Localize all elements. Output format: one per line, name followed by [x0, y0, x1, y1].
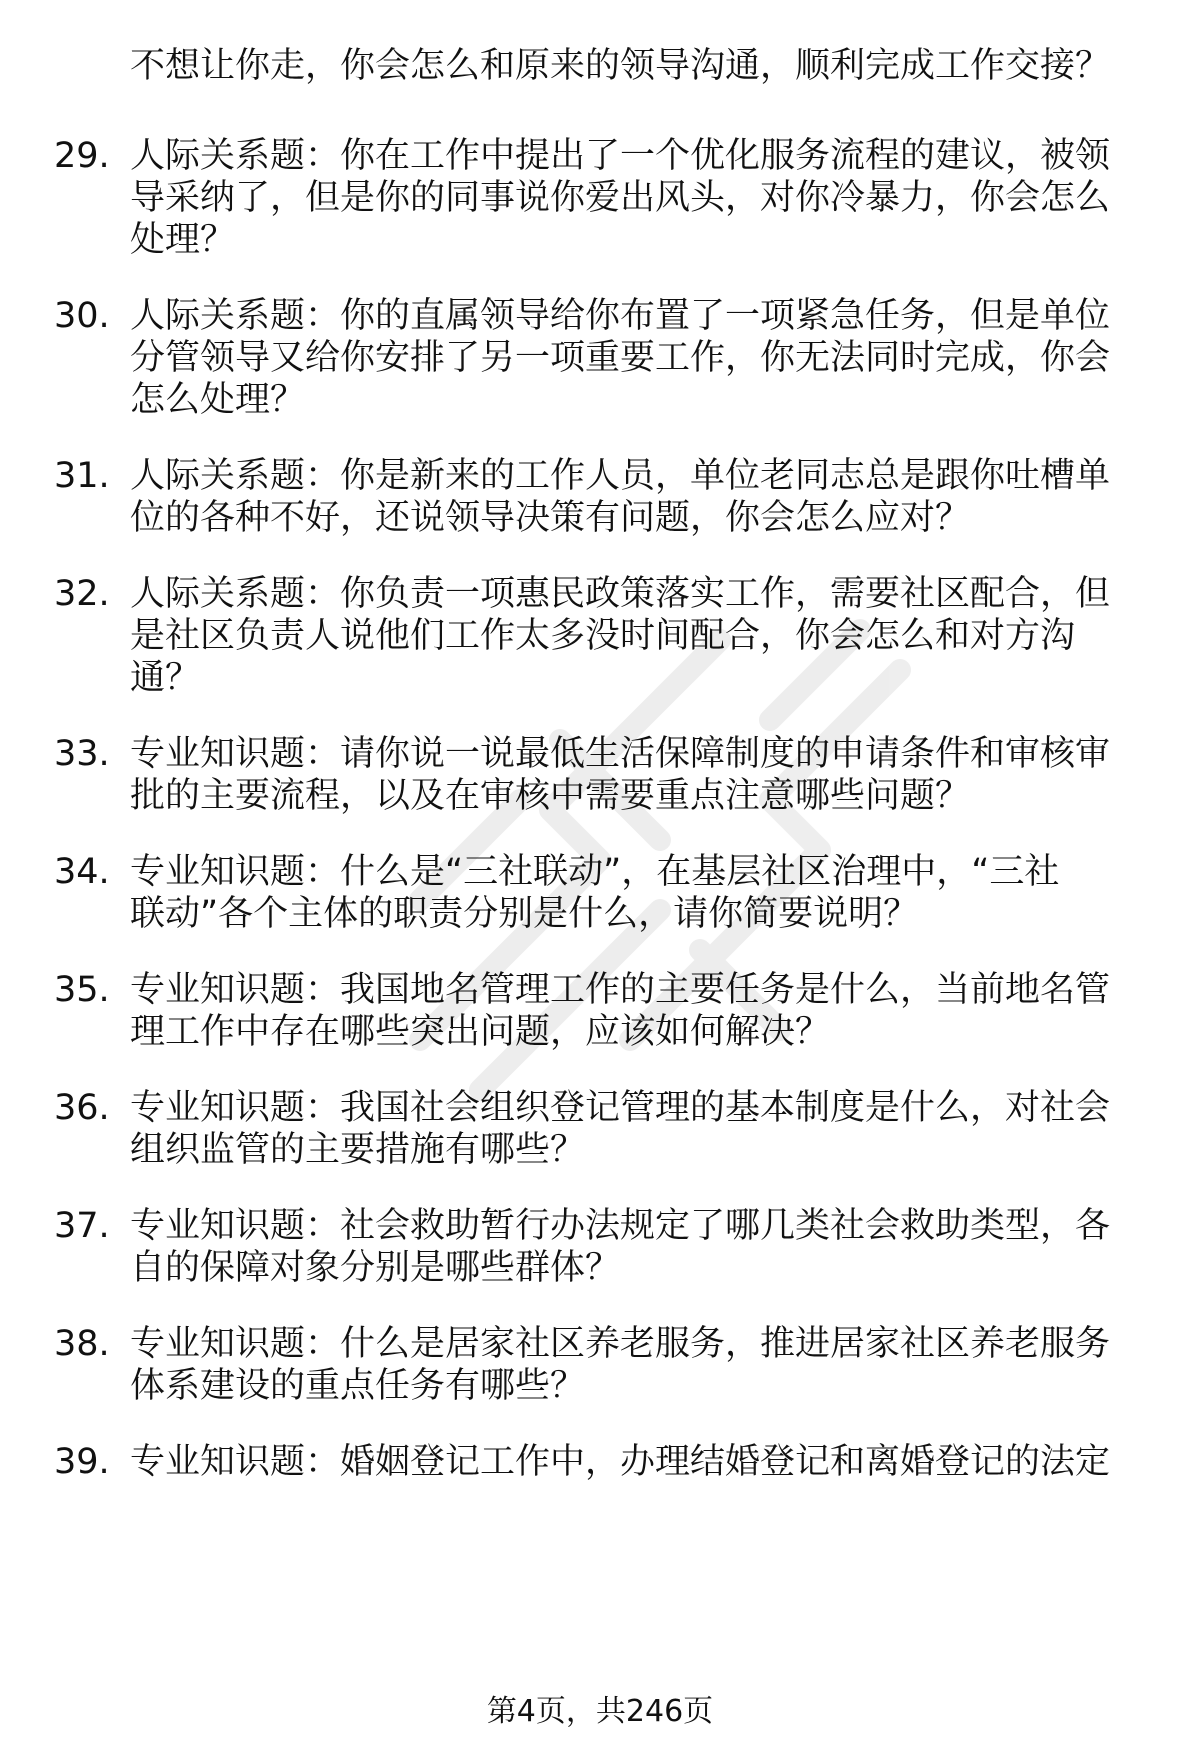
question-33-line-2	[0, 770, 1200, 822]
question-text: 是社区负责人说他们工作太多没时间配合，你会怎么和对方沟	[130, 616, 1076, 656]
question-number: 32.	[54, 574, 110, 614]
question-text: 处理？	[130, 220, 236, 260]
question-text: 组织监管的主要措施有哪些？	[130, 1130, 586, 1170]
question-text: 位的各种不好，还说领导决策有问题，你会怎么应对？	[130, 498, 971, 538]
question-text: 专业知识题：请你说一说最低生活保障制度的申请条件和审核审	[130, 734, 1111, 774]
question-text: 人际关系题：你是新来的工作人员，单位老同志总是跟你吐槽单	[130, 456, 1111, 496]
question-text: 导采纳了，但是你的同事说你爱出风头，对你冷暴力，你会怎么	[130, 178, 1111, 218]
question-text: 自的保障对象分别是哪些群体？	[130, 1248, 621, 1288]
question-number: 38.	[54, 1324, 110, 1364]
question-text: 专业知识题：我国地名管理工作的主要任务是什么，当前地名管	[130, 970, 1111, 1010]
continuation-line	[0, 40, 1200, 92]
question-38-line-2	[0, 1360, 1200, 1412]
question-number: 36.	[54, 1088, 110, 1128]
continuation-text: 不想让你走，你会怎么和原来的领导沟通，顺利完成工作交接？	[130, 46, 1111, 86]
question-32-line-3	[0, 652, 1200, 704]
question-number: 33.	[54, 734, 110, 774]
question-text: 通？	[130, 658, 201, 698]
question-text: 体系建设的重点任务有哪些？	[130, 1366, 586, 1406]
question-text: 专业知识题：什么是“三社联动”，在基层社区治理中，“三社	[130, 852, 1060, 892]
question-number: 34.	[54, 852, 110, 892]
question-text: 专业知识题：社会救助暂行办法规定了哪几类社会救助类型，各	[130, 1206, 1111, 1246]
question-number: 31.	[54, 456, 110, 496]
question-31-line-2	[0, 492, 1200, 544]
question-number: 30.	[54, 296, 110, 336]
question-text: 联动”各个主体的职责分别是什么，请你简要说明？	[130, 894, 919, 934]
question-36-line-2	[0, 1124, 1200, 1176]
question-text: 专业知识题：婚姻登记工作中，办理结婚登记和离婚登记的法定	[130, 1442, 1111, 1482]
question-39-line-1	[0, 1436, 1200, 1488]
question-text: 专业知识题：什么是居家社区养老服务，推进居家社区养老服务	[130, 1324, 1111, 1364]
question-text: 人际关系题：你负责一项惠民政策落实工作，需要社区配合，但	[130, 574, 1111, 614]
question-text: 专业知识题：我国社会组织登记管理的基本制度是什么，对社会	[130, 1088, 1111, 1128]
question-30-line-3	[0, 374, 1200, 426]
question-text: 人际关系题：你的直属领导给你布置了一项紧急任务，但是单位	[130, 296, 1111, 336]
question-text: 批的主要流程，以及在审核中需要重点注意哪些问题？	[130, 776, 971, 816]
question-text: 理工作中存在哪些突出问题，应该如何解决？	[130, 1012, 831, 1052]
question-text: 人际关系题：你在工作中提出了一个优化服务流程的建议，被领	[130, 136, 1111, 176]
question-number: 35.	[54, 970, 110, 1010]
question-number: 29.	[54, 136, 110, 176]
question-number: 39.	[54, 1442, 110, 1482]
question-37-line-2	[0, 1242, 1200, 1294]
question-34-line-2	[0, 888, 1200, 940]
question-text: 怎么处理？	[130, 380, 306, 420]
question-35-line-2	[0, 1006, 1200, 1058]
question-29-line-3	[0, 214, 1200, 266]
question-number: 37.	[54, 1206, 110, 1246]
page-footer: 第4页，共246页	[486, 1694, 714, 1729]
question-text: 分管领导又给你安排了另一项重要工作，你无法同时完成，你会	[130, 338, 1111, 378]
